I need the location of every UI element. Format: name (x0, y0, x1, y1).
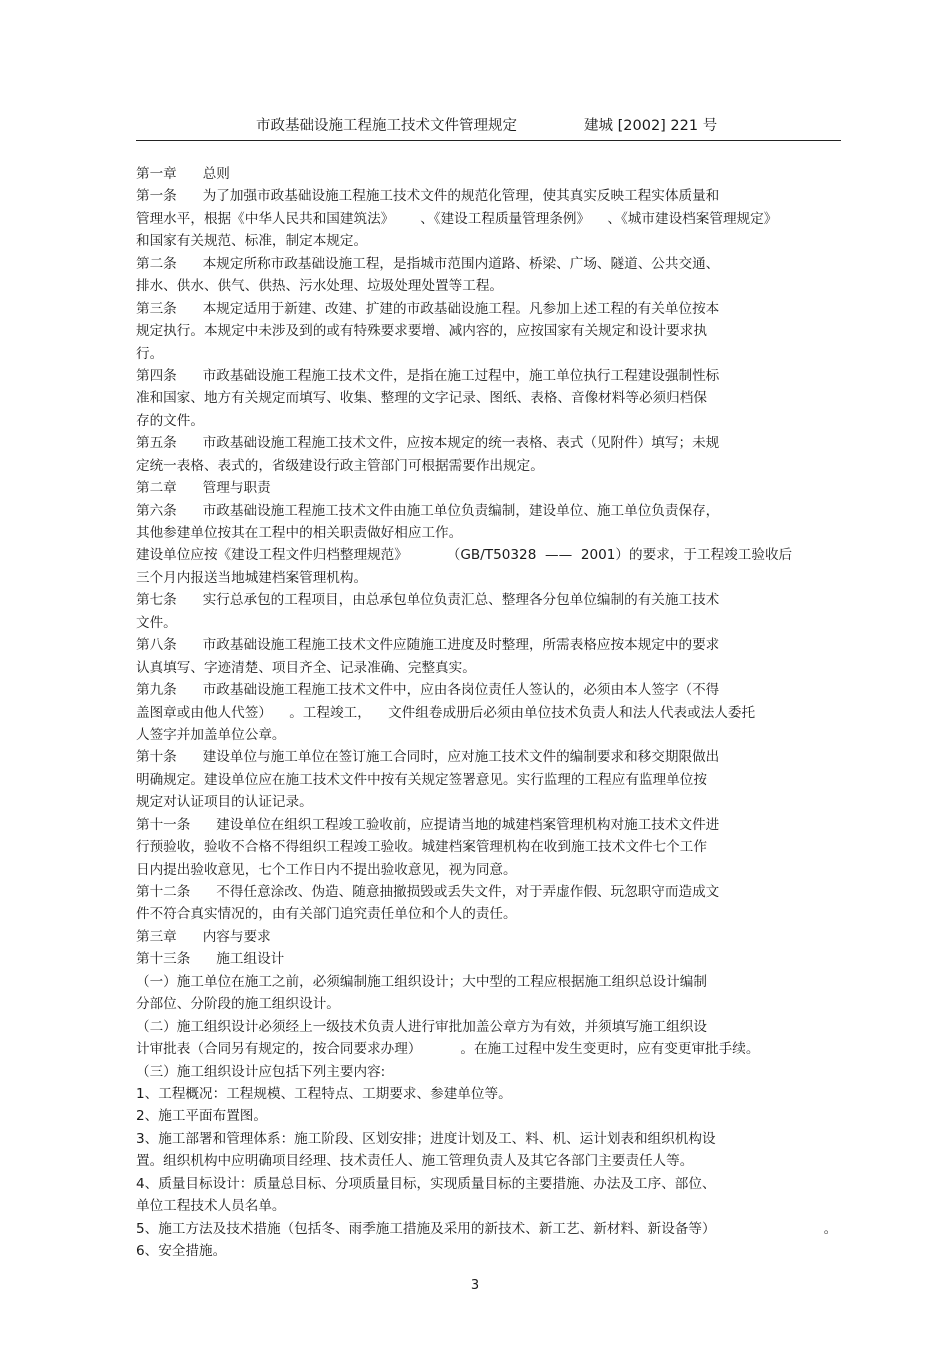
text-line: 第九条 市政基础设施工程施工技术文件中，应由各岗位责任人签认的，必须由本人签字（不得 (136, 682, 720, 699)
text-line: 第四条 市政基础设施工程施工技术文件，是指在施工过程中，施工单位执行工程建设强制性标 (136, 367, 720, 384)
document-body (136, 163, 836, 1262)
text-line: 第六条 市政基础设施工程施工技术文件由施工单位负责编制，建设单位、施工单位负责保存， (136, 502, 720, 519)
text-line: 其他参建单位按其在工程中的相关职责做好相应工作。 (136, 525, 463, 541)
text-line: 置。组织机构中应明确项目经理、技术责任人、施工管理负责人及其它各部门主要责任人等。 (136, 1153, 694, 1170)
text-line: 三个月内报送当地城建档案管理机构。 (136, 569, 368, 586)
text-line: 建设单位应按《建设工程文件归档整理规范》 （GB/T50328 —— 2001）的要求，于工程竣工验收后 (136, 547, 793, 564)
text-line: 2、施工平面布置图。 (136, 1108, 267, 1125)
text-line: 第十三条 施工组设计 (136, 951, 285, 968)
text-line: 第七条 实行总承包的工程项目，由总承包单位负责汇总、整理各分包单位编制的有关施工技术 (136, 592, 720, 609)
text-line: 日内提出验收意见，七个工作日内不提出验收意见，视为同意。 (136, 861, 517, 878)
text-line: 行预验收，验收不合格不得组织工程竣工验收。城建档案管理机构在收到施工技术文件七个工作 (136, 839, 707, 856)
text-line: 第三章 内容与要求 (136, 928, 271, 945)
text-line: 认真填写、字迹清楚、项目齐全、记录准确、完整真实。 (136, 659, 476, 676)
text-line: 管理水平，根据《中华人民共和国建筑法》 、《建设工程质量管理条例》 、《城市建设档案管理规定》 (136, 210, 778, 227)
text-line: 规定对认证项目的认证记录。 (136, 794, 313, 811)
text-line: （三）施工组织设计应包括下列主要内容: (136, 1063, 386, 1080)
text-line: 文件。 (136, 614, 177, 631)
text-line: 第十一条 建设单位在组织工程竣工验收前，应提请当地的城建档案管理机构对施工技术文件进 (136, 816, 720, 833)
text-line: 第十条 建设单位与施工单位在签订施工合同时，应对施工技术文件的编制要求和移交期限做出 (136, 749, 720, 766)
text-line: 分部位、分阶段的施工组织设计。 (136, 996, 340, 1013)
text-line: （一）施工单位在施工之前，必须编制施工组织设计；大中型的工程应根据施工组织总设计编制 (136, 973, 707, 990)
text-line: 明确规定。建设单位应在施工技术文件中按有关规定签署意见。实行监理的工程应有监理单位按 (136, 771, 707, 788)
text-line: 6、安全措施。 (136, 1243, 227, 1259)
document-code: 建城 [2002] 221 号 (584, 118, 718, 134)
text-line: 计审批表（合同另有规定的，按合同要求办理） 。在施工过程中发生变更时，应有变更审批手续。 (136, 1041, 760, 1058)
text-line: 第十二条 不得任意涂改、伪造、随意抽撤损毁或丢失文件，对于弄虚作假、玩忽职守而造成文 (136, 884, 720, 900)
text-line: 件不符合真实情况的，由有关部门追究责任单位和个人的责任。 (136, 906, 517, 923)
text-line: 单位工程技术人员名单。 (136, 1198, 286, 1215)
text-line: 第一章 总则 (136, 166, 230, 182)
document-title: 市政基础设施工程施工技术文件管理规定 (256, 118, 517, 134)
text-line: 3、施工部署和管理体系：施工阶段、区划安排；进度计划及工、料、机、运计划表和组织机构设 (136, 1130, 716, 1147)
text-line: 排水、供水、供气、供热、污水处理、垃圾处理处置等工程。 (136, 278, 504, 295)
text-line: 1、工程概况：工程规模、工程特点、工期要求、参建单位等。 (136, 1085, 512, 1102)
text-line: 人签字并加盖单位公章。 (136, 726, 286, 743)
text-line: （二）施工组织设计必须经上一级技术负责人进行审批加盖公章方为有效，并须填写施工组织设 (136, 1018, 707, 1035)
text-line: 第一条 为了加强市政基础设施工程施工技术文件的规范化管理，使其真实反映工程实体质量和 (136, 188, 720, 205)
text-line: 行。 (136, 345, 164, 362)
text-line: 第三条 本规定适用于新建、改建、扩建的市政基础设施工程。凡参加上述工程的有关单位按本 (136, 300, 720, 317)
text-line: 第二章 管理与职责 (136, 480, 271, 497)
text-line: 4、质量目标设计：质量总目标、分项质量目标，实现质量目标的主要措施、办法及工序、部位、 (136, 1175, 716, 1192)
text-line: 第二条 本规定所称市政基础设施工程，是指城市范围内道路、桥梁、广场、隧道、公共交通、 (136, 255, 720, 272)
text-line: 5、施工方法及技术措施（包括冬、雨季施工措施及采用的新技术、新工艺、新材料、新设备等） 。 (136, 1220, 838, 1237)
text-line: 第五条 市政基础设施工程施工技术文件，应按本规定的统一表格、表式（见附件）填写；未规 (136, 435, 720, 452)
text-line: 规定执行。本规定中未涉及到的或有特殊要求要增、减内容的，应按国家有关规定和设计要求执 (136, 323, 707, 340)
text-line: 存的文件。 (136, 412, 204, 429)
text-line: 准和国家、地方有关规定而填写、收集、整理的文字记录、图纸、表格、音像材料等必须归档保 (136, 390, 707, 407)
text-line: 第八条 市政基础设施工程施工技术文件应随施工进度及时整理，所需表格应按本规定中的要求 (136, 637, 720, 654)
page-number: 3 (470, 1278, 480, 1293)
text-line: 和国家有关规范、标准，制定本规定。 (136, 233, 368, 250)
text-line: 定统一表格、表式的，省级建设行政主管部门可根据需要作出规定。 (136, 457, 544, 474)
text-line: 盖图章或由他人代签） 。工程竣工， 文件组卷成册后必须由单位技术负责人和法人代表或法人委托 (136, 704, 756, 721)
page-header (136, 112, 841, 141)
